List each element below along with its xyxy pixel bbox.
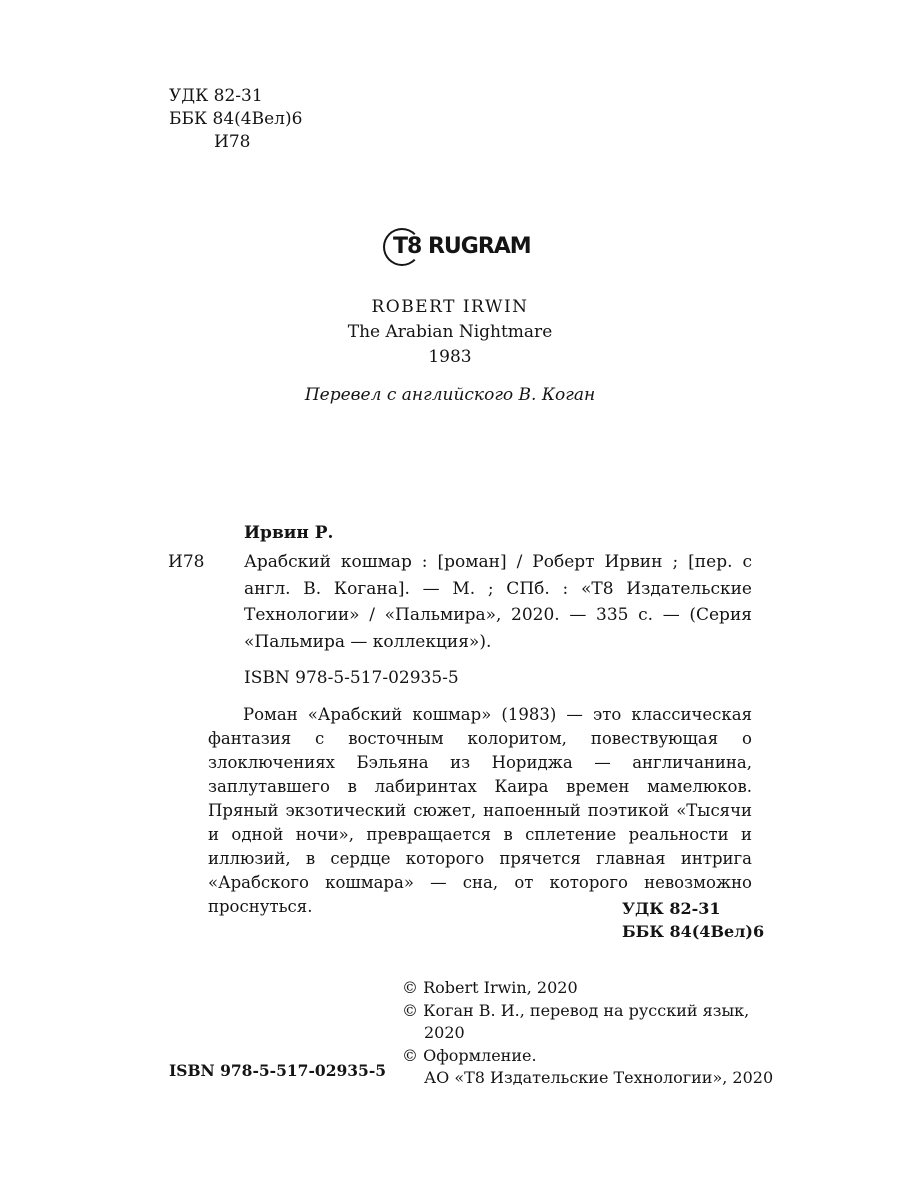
entry-heading: Ирвин Р. xyxy=(244,523,334,543)
call-number: И78 xyxy=(168,552,205,572)
bbk-code: ББК 84(4Вел)6 xyxy=(169,109,303,129)
original-edition-info xyxy=(0,295,900,370)
original-author: ROBERT IRWIN xyxy=(371,297,529,317)
entry-description: Арабский кошмар : [роман] / Роберт Ирвин ; [пер. с англ. В. Когана]. — М. ; СПб. : «Т8 Издательские Технологии» / «Пальмира», 2020. — 335 с. — (Серия «Пальмира — коллекция»). xyxy=(244,552,752,652)
copyright-block xyxy=(402,977,774,1090)
header-codes xyxy=(169,85,302,154)
entry-isbn: ISBN 978-5-517-02935-5 xyxy=(244,668,459,688)
original-year: 1983 xyxy=(428,347,472,367)
annotation: Роман «Арабский кошмар» (1983) — это классическая фантазия с восточным колоритом, повествующая о злоключениях Бэльяна из Нориджа — англичанина, заплутавшего в лабиринтах Каира времен мамелюков. Пряный экзотический сюжет, напоенный поэтикой «Тысячи и одной ночи», превращается в сплетение реальности и иллюзий, в сердце которого прячется главная интрига «Арабского кошмара» — сна, от которого невозможно проснуться. xyxy=(208,705,752,916)
publisher-logo xyxy=(383,228,543,268)
original-title: The Arabian Nightmare xyxy=(347,322,553,342)
copyright-design: © Оформление. xyxy=(402,1045,537,1065)
annotation-codes xyxy=(622,897,764,943)
isbn-bottom: ISBN 978-5-517-02935-5 xyxy=(169,1061,387,1080)
logo-text: T8 RUGRAM xyxy=(393,234,531,259)
copyright-translation-year: 2020 xyxy=(424,1023,465,1042)
copyright-translation: © Коган В. И., перевод на русский язык, xyxy=(402,1000,750,1020)
annotation-udk: УДК 82-31 xyxy=(622,899,721,918)
catalog-entry xyxy=(168,520,752,691)
annotation-bbk: ББК 84(4Вел)6 xyxy=(622,922,765,941)
copyright-design-holder: АО «Т8 Издательские Технологии», 2020 xyxy=(424,1068,774,1087)
translator-credit: Перевел с английского В. Коган xyxy=(304,385,596,405)
copyright-author: © Robert Irwin, 2020 xyxy=(402,978,578,997)
author-sign: И78 xyxy=(214,132,251,152)
udk-code: УДК 82-31 xyxy=(169,86,263,106)
